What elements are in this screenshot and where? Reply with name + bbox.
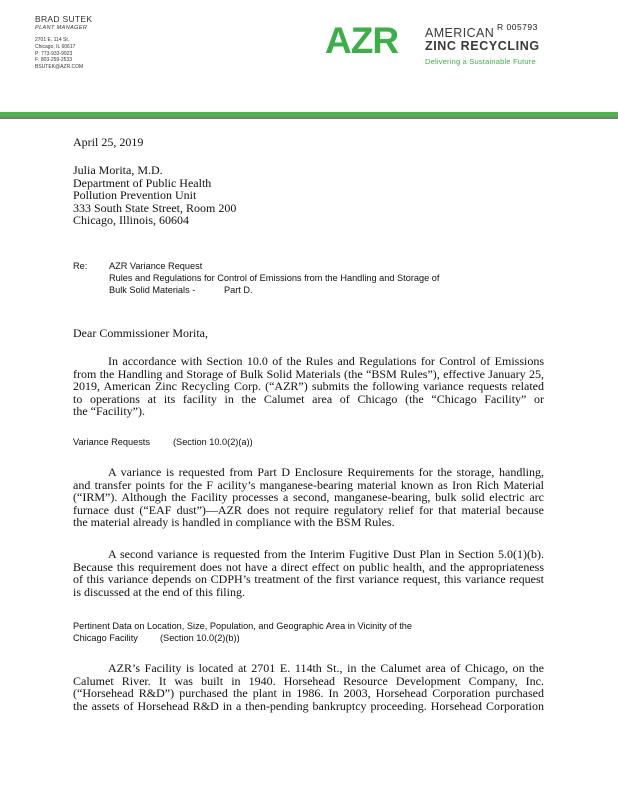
bates-number: R 005793 (497, 22, 538, 32)
address-line: Chicago, IL 60617 (35, 43, 76, 50)
heading-text: Pertinent Data on Location, Size, Population, and Geographic Area in Vicinity of the (73, 621, 412, 631)
paragraph-line: Because this requirement does not have a direct effect on public health, and the appropriateness (73, 559, 544, 574)
paragraph-line: In accordance with Section 10.0 of the Rules and Regulations for Control of Emissions (108, 354, 544, 368)
recipient-line: Julia Morita, M.D. (73, 163, 163, 177)
re-rule-title: Rules and Regulations for Control of Emissions from the Handling and Storage of (109, 273, 440, 283)
email-line: BSUTEK@AZR.COM (35, 64, 84, 71)
heading-section-ref: (Section 10.0(2)(a)) (173, 437, 253, 447)
paragraph-line: to operations at its facility in the Calumet area of Chicago (the “Chicago Facility” or (73, 391, 544, 406)
paragraph-variance-2 (73, 548, 544, 598)
paragraph-line: is discussed at the end of this filing. (73, 584, 245, 599)
recipient-line: 333 South State Street, Room 200 (73, 200, 237, 215)
paragraph-line: Calumet River. It was built in 1940. Horsehead Resource Development Company, Inc. (73, 673, 544, 688)
phone-line: P: 773-933-9923 (35, 50, 73, 57)
paragraph-line: (“IRM”). Although the Facility processes a second, manganese-bearing, bulk solid electric arc (73, 490, 544, 504)
paragraph-line: AZR’s Facility is located at 2701 E. 114th St., in the Calumet area of Chicago, on the (108, 661, 544, 675)
recipient-line: Pollution Prevention Unit (73, 188, 197, 202)
heading-text: Variance Requests (73, 437, 150, 447)
fax-line: F: 803-259-2533 (35, 57, 72, 64)
section-heading-variance (73, 436, 253, 448)
re-rule-part-a: Bulk Solid Materials - (109, 285, 196, 295)
sender-block (35, 14, 92, 71)
re-rule-title-cont (109, 284, 439, 296)
paragraph-line: the “Facility”). (73, 404, 145, 418)
paragraph-line: 2019, American Zinc Recycling Corp. (“AZR”) submits the following variance requests related (73, 379, 544, 393)
paragraph-line: the assets of Horsehead R&D in a then-pending bankruptcy proceeding. Horsehead Corporation (73, 698, 544, 713)
paragraph-line: furnace dust (“EAF dust”)—AZR does not require regulatory relief for that material because (73, 502, 544, 517)
sender-address (35, 37, 92, 71)
paragraph-line: from the Handling and Storage of Bulk Solid Materials (the “BSM Rules”), effective January 25, (73, 366, 544, 381)
paragraph-line: A variance is requested from Part D Enclosure Requirements for the storage, handling, (108, 465, 544, 479)
sender-name: BRAD SUTEK (35, 14, 93, 24)
sender-title: PLANT MANAGER (35, 25, 88, 31)
logo-tagline: Delivering a Sustainable Future (425, 57, 536, 66)
paragraph-variance-1 (73, 466, 544, 529)
re-label: Re: (73, 261, 88, 271)
section-heading-location (73, 620, 412, 644)
re-block (109, 260, 439, 296)
paragraph-line: A second variance is requested from the Interim Fugitive Dust Plan in Section 5.0(1)(b). (108, 547, 544, 561)
address-line: 2701 E. 114 St. (35, 37, 70, 43)
re-rule-part-b: Part D. (224, 285, 253, 295)
heading-text: Chicago Facility (73, 633, 138, 643)
recipient-line: Chicago, Illinois, 60604 (73, 213, 189, 227)
re-subject: AZR Variance Request (109, 261, 203, 271)
heading-line2 (73, 632, 412, 644)
salutation: Dear Commissioner Morita, (73, 326, 208, 340)
paragraph-line: (“Horsehead R&D”) purchased the plant in 1986. In 2003, Horsehead Corporation purchased (73, 686, 544, 700)
letter-date: April 25, 2019 (73, 135, 144, 149)
paragraph-facility (73, 662, 544, 712)
paragraph-intro (73, 355, 544, 418)
heading-section-ref: (Section 10.0(2)(b)) (160, 633, 240, 643)
header-gray-rule (0, 117, 618, 119)
paragraph-line: and transfer points for the F acility’s manganese-bearing material known as Iron Rich Material (73, 477, 544, 492)
paragraph-line: of this variance depends on CDPH’s treatment of the first variance request, this variance request (73, 572, 544, 586)
logo-mark: AZR (325, 20, 399, 61)
logo-line1: AMERICAN (425, 26, 495, 40)
logo-line2: ZINC RECYCLING (425, 39, 540, 53)
recipient-block (73, 164, 236, 227)
recipient-line: Department of Public Health (73, 175, 212, 190)
paragraph-line: the material already is handled in compliance with the BSM Rules. (73, 515, 395, 529)
